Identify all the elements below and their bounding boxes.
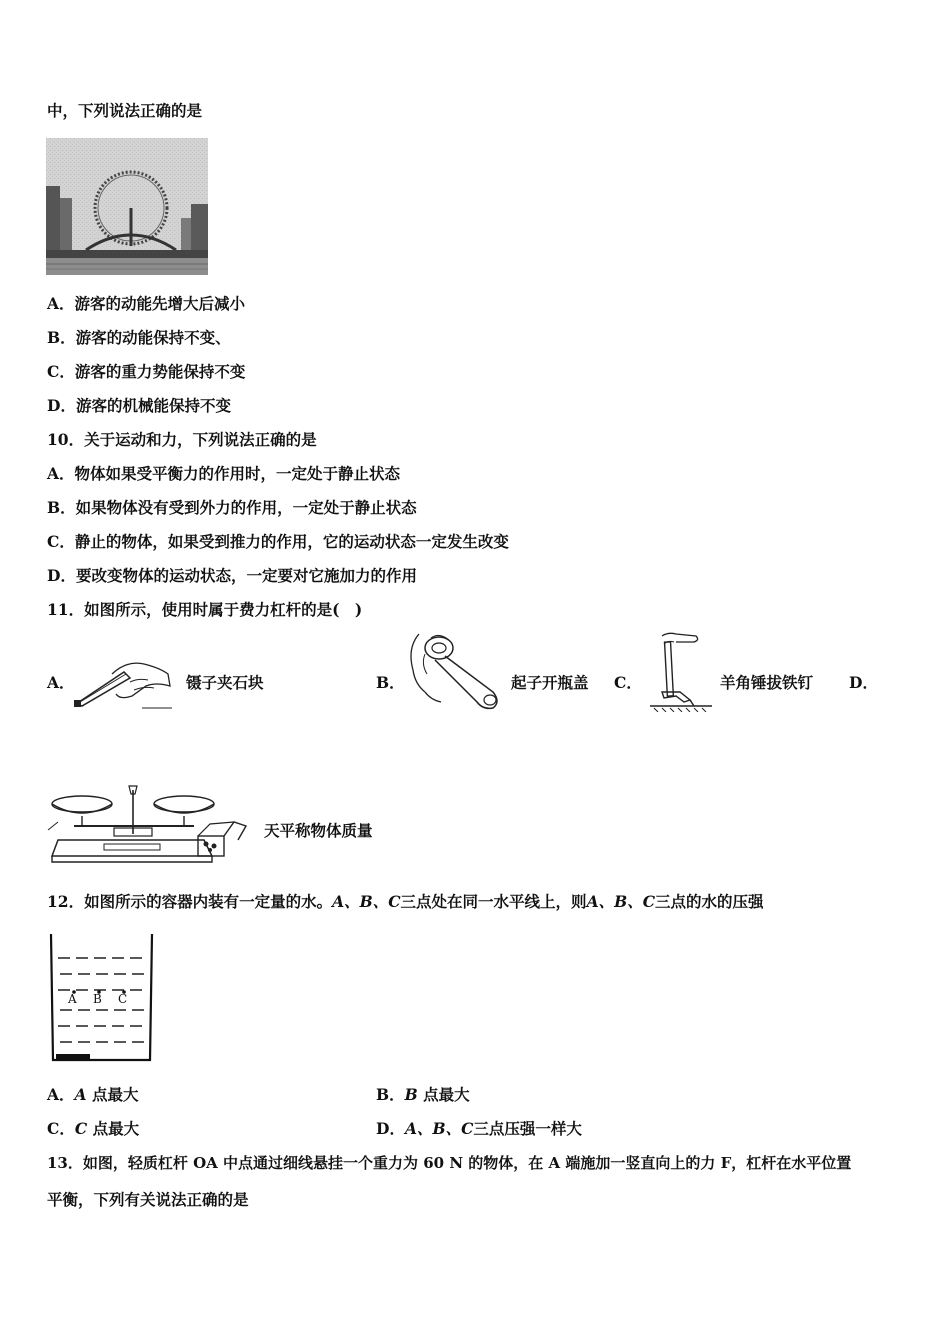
option-key: A．: [47, 294, 75, 313]
option-text: 三点压强一样大: [473, 1119, 582, 1138]
q11-option-a-key[interactable]: A．: [47, 673, 75, 692]
q12-option-b[interactable]: [376, 1085, 470, 1105]
option-key: D．: [47, 396, 76, 415]
option-var: A、B、C: [404, 1119, 474, 1138]
option-text: 点最大: [91, 1085, 139, 1104]
claw-hammer-figure: [650, 630, 714, 712]
option-var: A: [74, 1085, 87, 1104]
q9-option-a[interactable]: [47, 294, 245, 314]
stem-part: 三点的水的压强: [655, 892, 764, 911]
q10-option-d[interactable]: [47, 566, 417, 586]
q11-option-d-caption: 天平称物体质量: [264, 821, 373, 840]
tweezers-figure: [72, 652, 176, 710]
option-text: 游客的动能先增大后减小: [74, 294, 246, 313]
option-text: 点最大: [423, 1085, 470, 1104]
stem-points: A、B、C: [586, 892, 656, 911]
option-key: B．: [376, 1085, 405, 1104]
q11-option-b-caption: 起子开瓶盖: [511, 673, 589, 692]
q12-option-d[interactable]: [376, 1119, 582, 1139]
q13-stem-line1: 13．如图，轻质杠杆 OA 中点通过细线悬挂一个重力为 60 N 的物体，在 A 端施加一竖直向上的力 F，杠杆在水平位置: [47, 1154, 852, 1172]
q9-option-d[interactable]: [47, 396, 231, 416]
stem-part: 12．如图所示的容器内装有一定量的水。: [47, 892, 333, 911]
q12-stem: [47, 892, 764, 912]
option-key: C．: [47, 362, 75, 381]
q11-option-a-caption: 镊子夹石块: [186, 673, 264, 692]
label-c: C: [118, 992, 128, 1006]
option-var: C: [74, 1119, 88, 1138]
q12-option-a[interactable]: [47, 1085, 138, 1105]
q11-option-c-key[interactable]: C．: [614, 673, 642, 692]
q13-stem-line2: 平衡，下列有关说法正确的是: [47, 1190, 249, 1209]
q12-option-c[interactable]: [47, 1119, 139, 1139]
q10-stem: 10．关于运动和力，下列说法正确的是: [47, 430, 317, 449]
option-text: 游客的动能保持不变、: [75, 328, 231, 347]
option-key: C．: [47, 532, 75, 551]
label-a: A: [68, 992, 77, 1006]
option-text: 游客的重力势能保持不变: [74, 362, 246, 381]
stem-points: A、B、C: [332, 892, 401, 911]
q11-stem: 11．如图所示，使用时属于费力杠杆的是( ): [47, 600, 363, 619]
option-key: A．: [47, 464, 75, 483]
q10-option-b[interactable]: [47, 498, 417, 518]
option-text: 如果物体没有受到外力的作用，一定处于静止状态: [75, 498, 417, 517]
q10-option-c[interactable]: [47, 532, 509, 552]
q11-option-d-key[interactable]: D．: [849, 673, 878, 692]
ferris-wheel-photo: [46, 138, 208, 275]
option-key: B．: [47, 328, 76, 347]
option-text: 静止的物体，如果受到推力的作用，它的运动状态一定发生改变: [74, 532, 509, 551]
balance-scale-figure: [44, 782, 250, 868]
option-key: A．: [47, 1085, 75, 1104]
q9-option-b[interactable]: [47, 328, 231, 348]
bottle-opener-figure: [405, 630, 509, 710]
label-b: B: [93, 992, 102, 1006]
option-key: C．: [47, 1119, 75, 1138]
option-var: B: [404, 1085, 418, 1104]
option-text: 游客的机械能保持不变: [75, 396, 231, 415]
q9-option-c[interactable]: [47, 362, 245, 382]
q10-option-a[interactable]: [47, 464, 400, 484]
option-text: 点最大: [92, 1119, 140, 1138]
stem-part: 三点处在同一水平线上，则: [400, 892, 587, 911]
option-key: D．: [47, 566, 76, 585]
q11-option-c-caption: 羊角锤拔铁钉: [720, 673, 814, 692]
q9-stem-tail: 中，下列说法正确的是: [47, 101, 203, 120]
option-key: D．: [376, 1119, 405, 1138]
option-key: B．: [47, 498, 76, 517]
water-container-figure: [46, 930, 156, 1064]
option-text: 要改变物体的运动状态，一定要对它施加力的作用: [75, 566, 417, 585]
option-text: 物体如果受平衡力的作用时，一定处于静止状态: [74, 464, 401, 483]
q11-option-b-key[interactable]: B．: [376, 673, 405, 692]
